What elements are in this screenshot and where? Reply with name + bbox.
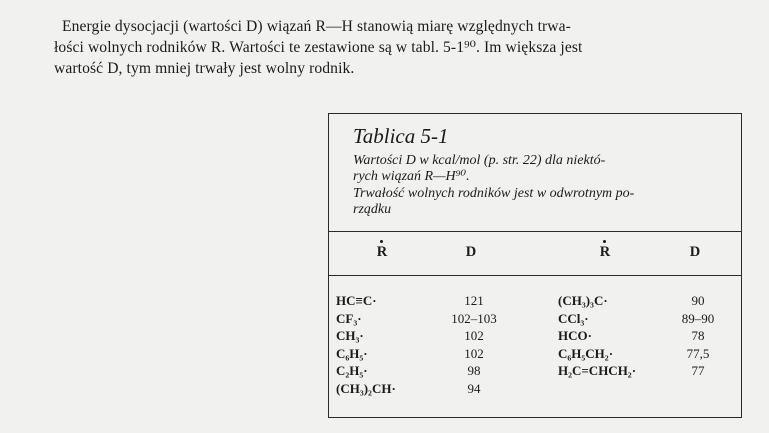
table-cell: 90 xyxy=(691,293,705,308)
table-5-1-frame xyxy=(328,113,742,418)
right-values-column xyxy=(663,292,733,380)
table-cell: 77,5 xyxy=(686,345,710,361)
table-cell: C₆H₅· xyxy=(336,345,368,361)
table-caption xyxy=(353,153,728,218)
table-cell: 121 xyxy=(464,293,484,308)
left-radicals-column xyxy=(336,292,396,398)
table-cell: 102 xyxy=(464,345,484,361)
table-cell: (CH₃)₂CH· xyxy=(336,380,396,396)
table-cell: (CH₃)₃C· xyxy=(558,293,608,308)
intro-paragraph xyxy=(54,16,744,79)
table-cell: CF₃· xyxy=(336,310,362,326)
caption-line-3: Trwałość wolnych rodników jest w odwrotnym po- xyxy=(353,186,635,201)
table-cell: CH₃· xyxy=(336,328,364,344)
table-cell: 77 xyxy=(691,363,705,379)
header-d-right: D xyxy=(689,244,701,260)
caption-line-4: rządku xyxy=(353,202,392,217)
right-radicals-column xyxy=(558,292,636,380)
table-cell: 102 xyxy=(464,328,484,344)
table-cell: CCl₃· xyxy=(558,310,589,326)
header-d-left: D xyxy=(465,244,477,260)
table-cell: 102–103 xyxy=(451,310,497,326)
header-radical-left xyxy=(352,244,412,261)
table-cell: 98 xyxy=(467,363,481,379)
paragraph-line-2: łości wolnych rodników R. Wartości te zestawione są w tabl. 5-1⁹⁰. Im większa jest xyxy=(54,39,583,56)
header-radical-left-label: R xyxy=(376,244,388,260)
left-values-column xyxy=(431,292,517,398)
caption-line-1: Wartości D w kcal/mol (p. str. 22) dla niektó- xyxy=(353,153,606,168)
table-cell: HC≡C· xyxy=(336,293,377,308)
table-cell: HCO· xyxy=(558,328,592,344)
paragraph-line-1: Energie dysocjacji (wartości D) wiązań R—H stanowią miarę względnych trwa- xyxy=(62,18,571,35)
table-cell: 94 xyxy=(467,380,481,396)
table-cell: H₂C=CHCH₂· xyxy=(558,363,637,379)
table-cell: C₂H₅· xyxy=(336,363,368,379)
table-cell: 78 xyxy=(691,328,705,344)
paragraph-line-3: wartość D, tym mniej trwały jest wolny rodnik. xyxy=(54,60,355,77)
table-title: Tablica 5-1 xyxy=(353,124,449,148)
header-radical-right xyxy=(575,244,635,261)
header-radical-right-label: R xyxy=(599,244,611,260)
table-cell: C₆H₅CH₂· xyxy=(558,345,614,361)
caption-line-2: rych wiązań R—H⁹⁰. xyxy=(353,169,470,184)
table-header-rule xyxy=(329,275,741,276)
table-cell: 89–90 xyxy=(681,310,715,326)
table-top-rule xyxy=(329,231,741,232)
